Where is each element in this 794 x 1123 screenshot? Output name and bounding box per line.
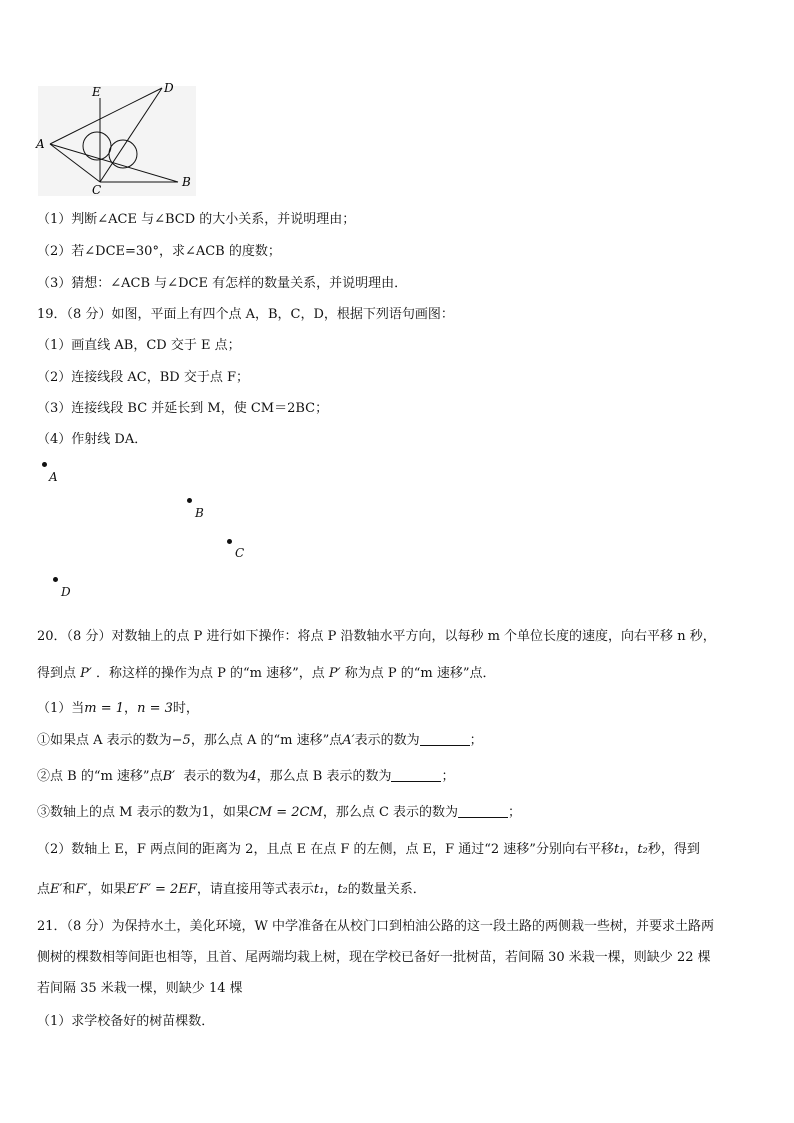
q20-part2-sep: ， [624, 842, 638, 857]
q20-part2-eq: E′F′ = 2EF [126, 882, 197, 897]
q20-n-value: n = 3 [137, 701, 173, 716]
q21-line1: 21．（8 分）为保持水土，美化环境，W 中学准备在从校门口到柏油公路的这一段土路的两侧栽一些树，并要求土路两 [37, 919, 714, 934]
q20-part1 [37, 697, 199, 716]
q19-part4: （4）作射线 DA． [37, 432, 148, 447]
q20-line1: 20．（8 分）对数轴上的点 P 进行如下操作：将点 P 沿数轴水平方向，以每秒 m 个单位长度的速度，向右平移 n 秒， [37, 629, 716, 644]
q20-case3 [37, 801, 521, 820]
q20-case2-a: ②点 B 的“m 速移”点 [37, 769, 163, 784]
q21-line3: 若间隔 35 米栽一棵，则缺少 14 棵 [37, 981, 243, 996]
q20-t1b: t₁ [313, 882, 325, 897]
label-b: B [182, 175, 191, 189]
q20-b-prime: B′ [162, 769, 176, 784]
q20-part2-line2 [37, 878, 426, 897]
label-e: E [92, 85, 101, 99]
q20-case3-a: ③数轴上的点 M 表示的数为1，如果 [37, 805, 249, 820]
q20-part2-sep2: ， [324, 882, 338, 897]
q18-part1: （1）判断∠ACE 与∠BCD 的大小关系，并说明理由； [37, 212, 356, 227]
point-d-label: D [61, 585, 71, 599]
q20-and: 和 [62, 882, 76, 897]
q20-part2-line2-d: 的数量关系． [347, 882, 426, 897]
q18-part3: （3）猜想：∠ACB 与∠DCE 有怎样的数量关系，并说明理由． [37, 276, 408, 291]
label-a: A [36, 137, 45, 151]
q20-case1-end: ； [469, 733, 483, 748]
q20-part1-b: 时， [172, 701, 199, 716]
q20-case2-b: 表示的数为 [183, 769, 249, 784]
q20-case3-eq: CM = 2CM [248, 805, 323, 820]
point-b-label: B [195, 506, 204, 520]
q20-case3-blank[interactable] [458, 803, 508, 818]
point-a-label: A [49, 470, 58, 484]
q19-header: 19．（8 分）如图，平面上有四个点 A，B，C，D，根据下列语句画图： [37, 307, 454, 322]
label-d: D [164, 81, 174, 95]
q20-case1-val: −5 [171, 733, 191, 748]
q20-part2-line1 [37, 838, 700, 857]
q20-t1: t₁ [613, 842, 625, 857]
q19-part2: （2）连接线段 AC，BD 交于点 F； [37, 370, 249, 385]
point-c-label: C [235, 546, 245, 560]
q20-t2b: t₂ [337, 882, 348, 897]
q20-part2-line2-c: ，请直接用等式表示 [196, 882, 314, 897]
q20-part2-line2-a: 点 [37, 882, 51, 897]
q20-part2-a: （2）数轴上 E，F 两点间的距离为 2，且点 E 在点 F 的左侧，点 E，F 通过“2 速移”分别向右平移 [37, 842, 614, 857]
q20-case1 [37, 729, 483, 748]
point-a-dot [42, 462, 47, 467]
q20-case1-c: 表示的数为 [354, 733, 420, 748]
q20-case2 [37, 765, 455, 784]
q20-case2-end: ； [441, 769, 455, 784]
q21-part1: （1）求学校备好的树苗棵数． [37, 1014, 215, 1029]
q20-case1-a: ①如果点 A 表示的数为 [37, 733, 172, 748]
label-c: C [92, 183, 102, 197]
q20-part2-line2-b: ，如果 [87, 882, 127, 897]
q20-p-prime-1: P′ [80, 666, 92, 681]
point-c-dot [227, 539, 232, 544]
q20-e-prime: E′ [50, 882, 63, 897]
q20-a-prime: A′ [342, 733, 355, 748]
q20-case3-end: ； [508, 805, 522, 820]
q20-part1-sep: ， [124, 701, 138, 716]
q20-line2-c: 称为点 P 的“m 速移”点． [344, 666, 496, 681]
triangle-figure [30, 78, 230, 198]
q20-f-prime: F′ [75, 882, 88, 897]
q18-part2: （2）若∠DCE=30°，求∠ACB 的度数； [37, 244, 281, 259]
q20-case2-blank[interactable] [391, 767, 441, 782]
q20-t2: t₂ [637, 842, 648, 857]
q20-m-value: m = 1 [84, 701, 125, 716]
q20-case3-b: ，那么点 C 表示的数为 [322, 805, 459, 820]
q20-case1-blank[interactable] [420, 731, 470, 746]
q20-part1-a: （1）当 [37, 701, 85, 716]
q19-part1: （1）画直线 AB，CD 交于 E 点； [37, 338, 241, 353]
q20-p-prime-2: P′ [328, 666, 341, 681]
q20-line2-b: ．称这样的操作为点 P 的“m 速移”，点 [96, 666, 325, 681]
q20-part2-b: 秒，得到 [647, 842, 700, 857]
point-d-dot [53, 577, 58, 582]
q20-line2 [37, 662, 496, 681]
point-b-dot [187, 498, 192, 503]
q19-part3: （3）连接线段 BC 并延长到 M，使 CM＝2BC； [37, 401, 329, 416]
q20-case2-c: ，那么点 B 表示的数为 [256, 769, 392, 784]
q20-line2-a: 得到点 [37, 666, 77, 681]
q21-line2: 侧树的棵数相等间距也相等，且首、尾两端均栽上树，现在学校已备好一批树苗，若间隔 30 米栽一棵，则缺少 22 棵 [37, 950, 711, 965]
q20-case2-val: 4 [248, 769, 257, 784]
q20-case1-b: ，那么点 A 的“m 速移”点 [190, 733, 343, 748]
